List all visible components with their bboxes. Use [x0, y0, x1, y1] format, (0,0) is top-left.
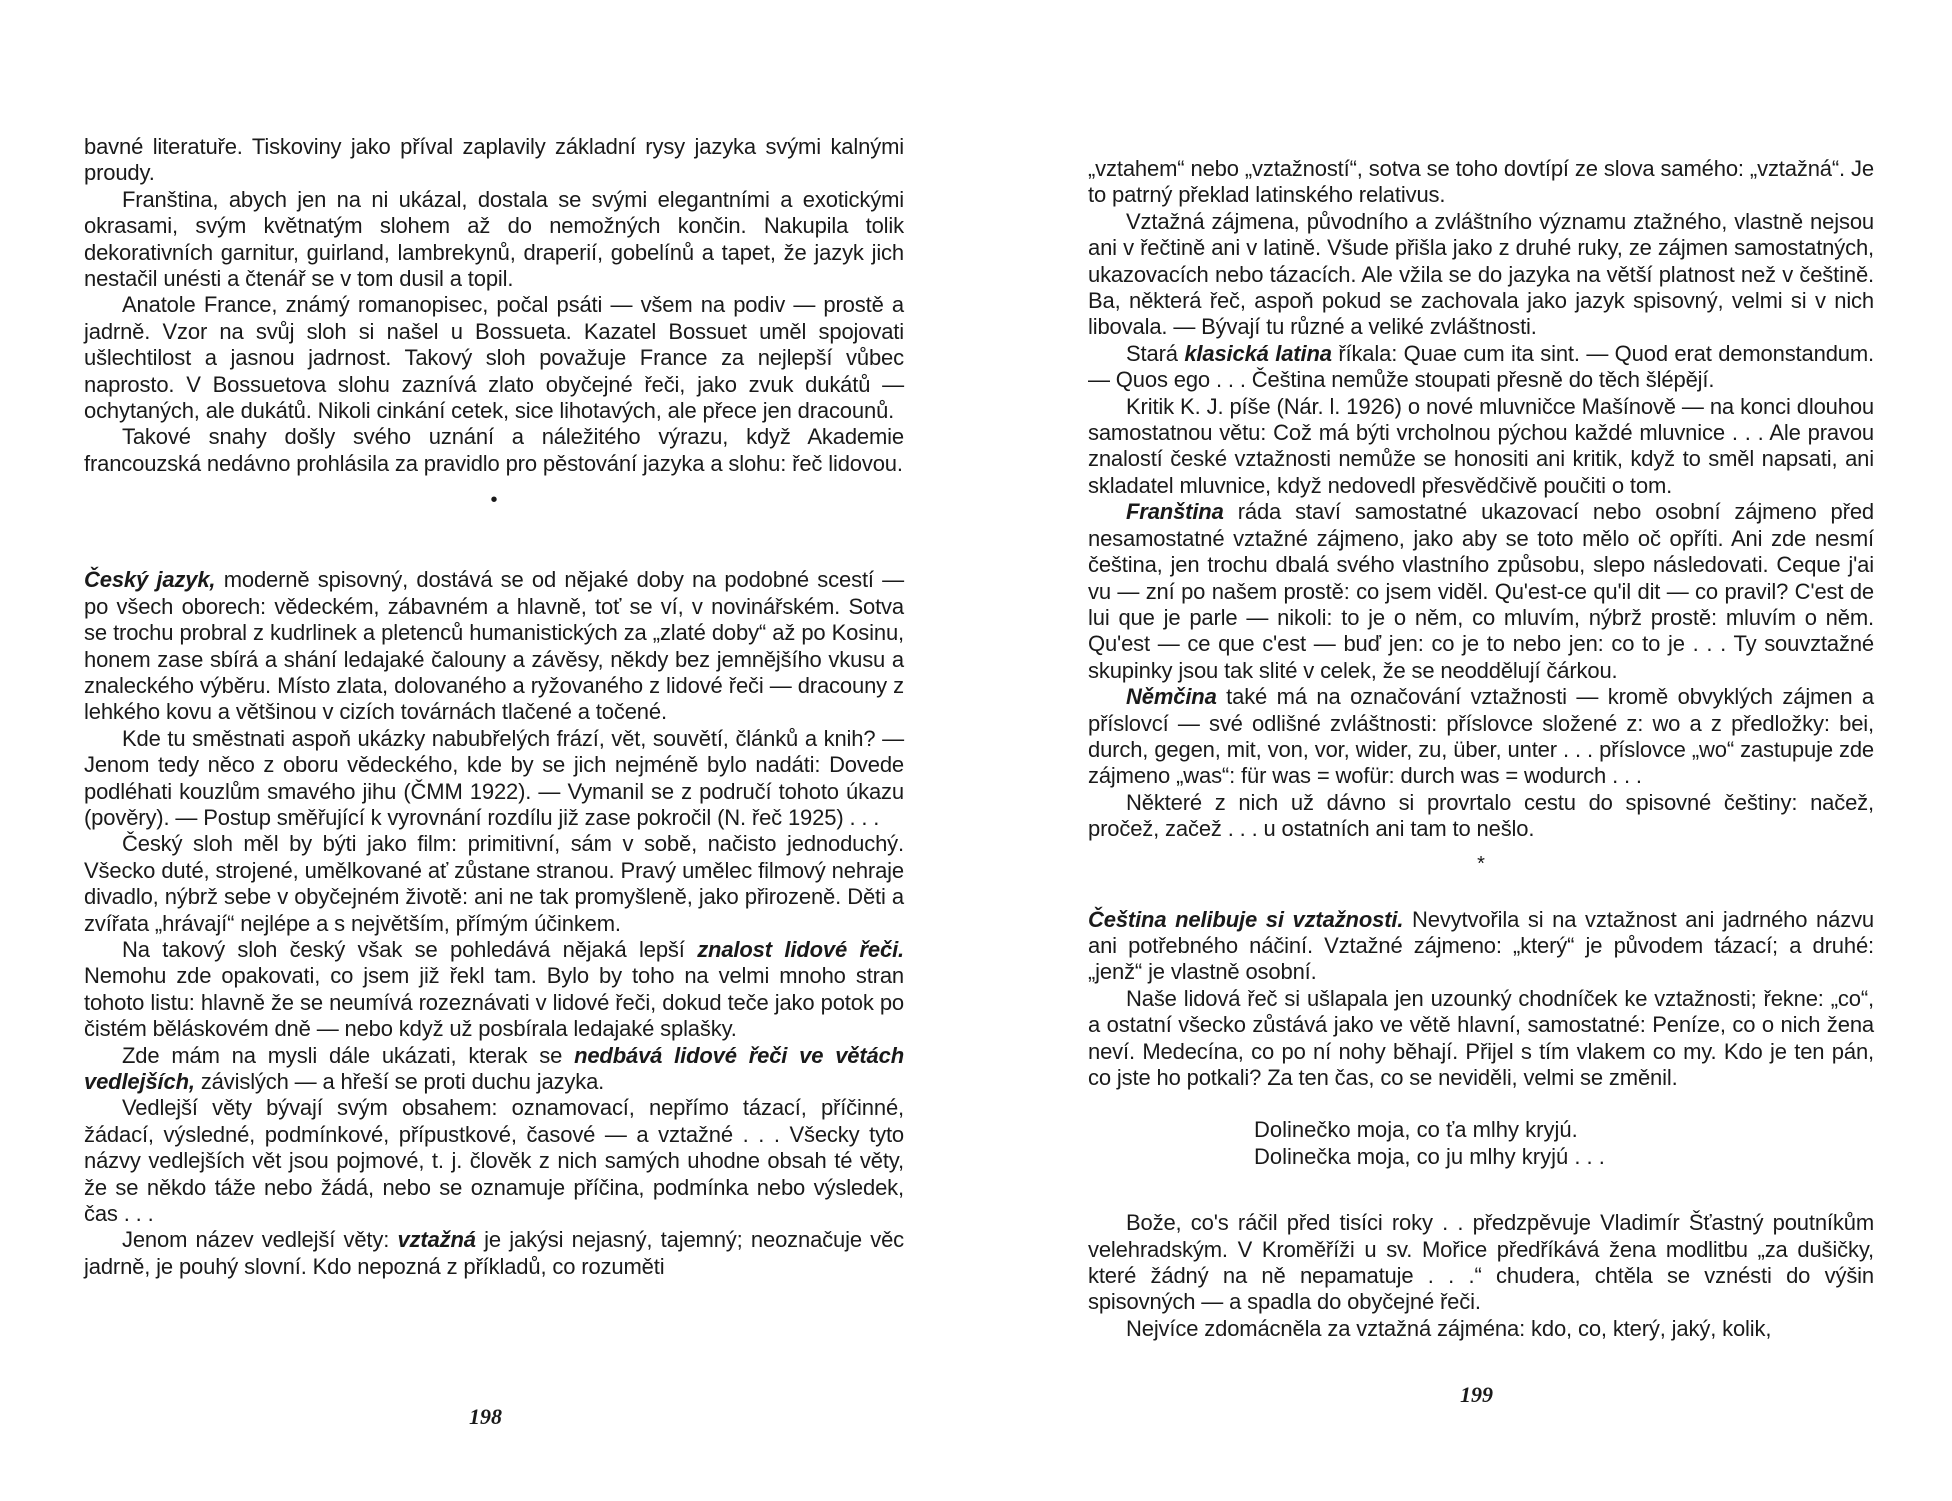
paragraph-text: Nevytvořila si na vztažnost ani jadrného názvu ani potřebného náčiní. Vztažné zájmeno: „který“ je původem tázací; a druhé: „jenž“ je vlastně osobní.: [1088, 906, 1874, 985]
right-page-text: [1088, 156, 1874, 1342]
paragraph: Vztažná zájmena, původního a zvláštního významu ztažného, vlastně nejsou ani v řečtině ani v latině. Všude přišla jako z druhé ruky, ze zájmen samostatných, ukazovacích nebo tázacích. Ale vžila se do jazyka na větší platnost než v češtině. Ba, některá řeč, aspoň pokud se zachovala jako jazyk spisovný, velmi si v nich libovala. — Bývají tu různé a veliké zvláštnosti.: [1088, 208, 1874, 340]
emphasis: Franština: [1126, 499, 1224, 525]
paragraph-text: Nemohu zde opakovati, co jsem již řekl tam. Bylo by toho na velmi mnoho stran tohoto listu: hlavně že se neumívá rozeznávati v lidové řeči, dokud teče jako potok po čistém běláskovém dně — nebo když už posbírala ledajaké splašky.: [84, 963, 904, 1042]
paragraph: [84, 1227, 904, 1280]
section-separator: •: [490, 489, 498, 512]
paragraph: [1088, 341, 1874, 394]
paragraph: [84, 1043, 904, 1096]
emphasis: znalost lidové řeči.: [697, 936, 904, 962]
section-separator: *: [1477, 852, 1485, 875]
paragraph-text: Na takový sloh český však se pohledává nějaká lepší: [122, 936, 698, 962]
paragraph: Některé z nich už dávno si provrtalo cestu do spisovné češtiny: načež, pročež, začež . . . u ostatních ani tam to nešlo.: [1088, 789, 1874, 842]
paragraph: bavné literatuře. Tiskoviny jako příval zaplavily základní rysy jazyka svými kalnými proudy.: [84, 134, 904, 186]
emphasis: nedbává lidové řeči ve větách vedlejších,: [84, 1042, 904, 1094]
verse-quote: [1254, 1117, 1874, 1170]
paragraph-text: je jakýsi nejasný, tajemný; neoznačuje věc jadrně, je pouhý slovní. Kdo nepozná z příkladů, co rozuměti: [84, 1227, 904, 1279]
emphasis: vztažná: [397, 1227, 476, 1253]
paragraph: Naše lidová řeč si ušlapala jen uzounký chodníček ke vztažnosti; řekne: „co“, a ostatní všecko zůstává jako ve větě hlavní, samostatné: Peníze, co o nich žena neví. Medecína, co po ní nohy běhají. Přijel s tím vlakem co my. Kdo je ten pán, co jste ho potkali? Za ten čas, co se neviděli, velmi se změnil.: [1088, 985, 1874, 1090]
paragraph: Vedlejší věty bývají svým obsahem: oznamovací, nepřímo tázací, příčinné, žádací, výsledné, podmínkové, přípustkové, časové — a vztažné . . . Všecky tyto názvy vedlejších vět jsou pojmové, t. j. člověk z nich samých uhodne obsah té věty, že se někdo táže nebo žádá, nebo se oznamuje příčina, podmínka nebo výsledek, čas . . .: [84, 1095, 904, 1227]
paragraph: Nejvíce zdomácněla za vztažná zájména: kdo, co, který, jaký, kolik,: [1126, 1315, 1772, 1341]
paragraph-text: moderně spisovný, dostává se od nějaké doby na podobné scestí — po všech oborech: vědeckém, zábavném a hlavně, toť se ví, v novinářském. Sotva se trochu probral z kudrlinek a pletenců humanistických za „zlaté doby“ až po Kosinu, honem zase sbírá a shání ledajaké čalouny a závěsy, někdy bez jemnějšího vkusu a znaleckého výběru. Místo zlata, dolovaného a ryžovaného z lidové řeči — dracouny z lehkého kovu a většinou v cizích továrnách tlačené a točené.: [84, 567, 905, 725]
paragraph: Bože, co's ráčil před tisíci roky . . předzpěvuje Vladimír Šťastný poutníkům velehradským. V Kroměříži u sv. Mořice předříkává žena modlitbu „za dušičky, které žádný na ně nepamatuje . . .“ chudera, chtěla se vznésti do výšin spisovných — a spadla do obyčejné řeči.: [1088, 1210, 1874, 1315]
page-number: 198: [469, 1404, 502, 1429]
paragraph: [1088, 684, 1874, 790]
paragraph: [1088, 907, 1874, 986]
emphasis: Němčina: [1126, 684, 1217, 710]
paragraph-text: Stará: [1126, 340, 1185, 366]
paragraph: [84, 937, 904, 1043]
emphasis: Český jazyk,: [84, 567, 216, 593]
paragraph-text: také má na označování vztažnosti — kromě obvyklých zájmen a příslovcí — své odlišné zvláštnosti: příslovce složené z: wo a z předložky: bei, durch, gegen, mit, von, vor, wider, zu, über, unter . . . příslovce „wo“ zastupuje zde zájmeno „was“: für was = wofür: durch was = wodurch . . .: [1088, 684, 1874, 789]
emphasis: Čeština nelibuje si vztažnosti.: [1088, 906, 1404, 932]
verse-line: Dolinečka moja, co ju mlhy kryjú . . .: [1254, 1143, 1605, 1169]
paragraph-text: Jenom název vedlejší věty:: [122, 1227, 398, 1253]
paragraph: [1088, 499, 1874, 684]
verse-line: Dolinečko moja, co ťa mlhy kryjú.: [1254, 1117, 1578, 1143]
paragraph: Franština, abych jen na ni ukázal, dostala se svými elegantními a exotickými okrasami, svým květnatým slohem až do nemožných končin. Nakupila tolik dekorativních garnitur, guirland, lambrekynů, draperií, gobelínů a tapet, že jazyk jich nestačil unésti a čtenář se v tom dusil a topil.: [84, 186, 904, 292]
paragraph: Takové snahy došly svého uznání a náležitého výrazu, když Akademie francouzská nedávno prohlásila za pravidlo pro pěstování jazyka a slohu: řeč lidovou.: [84, 424, 904, 476]
paragraph: Kde tu směstnati aspoň ukázky nabubřelých frází, vět, souvětí, článků a knih? — Jenom tedy něco z oboru vědeckého, kde by se jich nejméně bylo nadáti: Dovede podléhati kouzlům smavého jihu (ČMM 1922). — Vymanil se z područí tohoto úkazu (pověry). — Postup směřující k vyrovnání rozdílu již zase pokročil (N. řeč 1925) . . .: [84, 725, 904, 830]
paragraph: Anatole France, známý romanopisec, počal psáti — všem na podiv — prostě a jadrně. Vzor na svůj sloh si našel u Bossueta. Kazatel Bossuet uměl spojovati ušlechtilost a jasnou jadrnost. Takový sloh považuje France za nejlepší vůbec naprosto. V Bossuetova slohu zaznívá zlato obyčejné řeči, jako zvuk dukátů — ochytaných, ale dukátů. Nikoli cinkání cetek, sice lihotavých, ale přece jen dracounů.: [84, 292, 904, 424]
page-number: 199: [1460, 1382, 1493, 1407]
paragraph-text: závislých — a hřeší se proti duchu jazyka.: [194, 1069, 605, 1094]
paragraph-text: ráda staví samostatné ukazovací nebo osobní zájmeno před nesamostatné vztažné zájmeno, jako aby se toto mělo oč opříti. Ani zde nesmí čeština, jen trochu dbalá svého vlastního způsobu, slepo následovati. Ceque j'ai vu — zní po našem prostě: co jsem viděl. Qu'est-ce qu'il dit — co pravil? C'est de lui que je parle — nikoli: to je o něm, co mluvím, nýbrž prostě: mluvím o něm. Qu'est — ce que c'est — buď jen: co je to nebo jen: co to je . . . Ty souvztažné skupinky jsou tak slité v celek, že se neoddělují čárkou.: [1088, 499, 1874, 683]
paragraph: Český sloh měl by býti jako film: primitivní, sám v sobě, načisto jednoduchý. Všecko duté, strojené, umělkované ať zůstane stranou. Pravý umělec filmový nehraje divadlo, nýbrž sebe v obyčejném životě: ani ne tak promyšleně, jako přirozeně. Děti a zvířata „hrávají“ nejlépe a s největším, přímým účinkem.: [84, 831, 904, 936]
paragraph: [84, 567, 904, 725]
emphasis: klasická latina: [1184, 340, 1332, 366]
paragraph: „vztahem“ nebo „vztažností“, sotva se toho dovtípí ze slova samého: „vztažná“. Je to patrný překlad latinského relativus.: [1088, 156, 1874, 208]
paragraph-text: Zde mám na mysli dále ukázati, kterak se: [122, 1042, 575, 1068]
left-page-text: [84, 134, 904, 1280]
paragraph: Kritik K. J. píše (Nár. l. 1926) o nové mluvničce Mašínově — na konci dlouhou samostatnou větu: Což má býti vrcholnou pýchou každé mluvnice . . . Ale pravou znalostí české vztažnosti nemůže se honositi ani kritik, když to směl napsati, ani skladatel mluvnice, když nedovedl přesvědčivě poučiti o tom.: [1088, 393, 1874, 498]
paragraph-text: říkala: Quae cum ita sint. — Quod erat demonstandum. — Quos ego . . . Čeština nemůže stoupati přesně do těch šlépějí.: [1088, 340, 1875, 393]
